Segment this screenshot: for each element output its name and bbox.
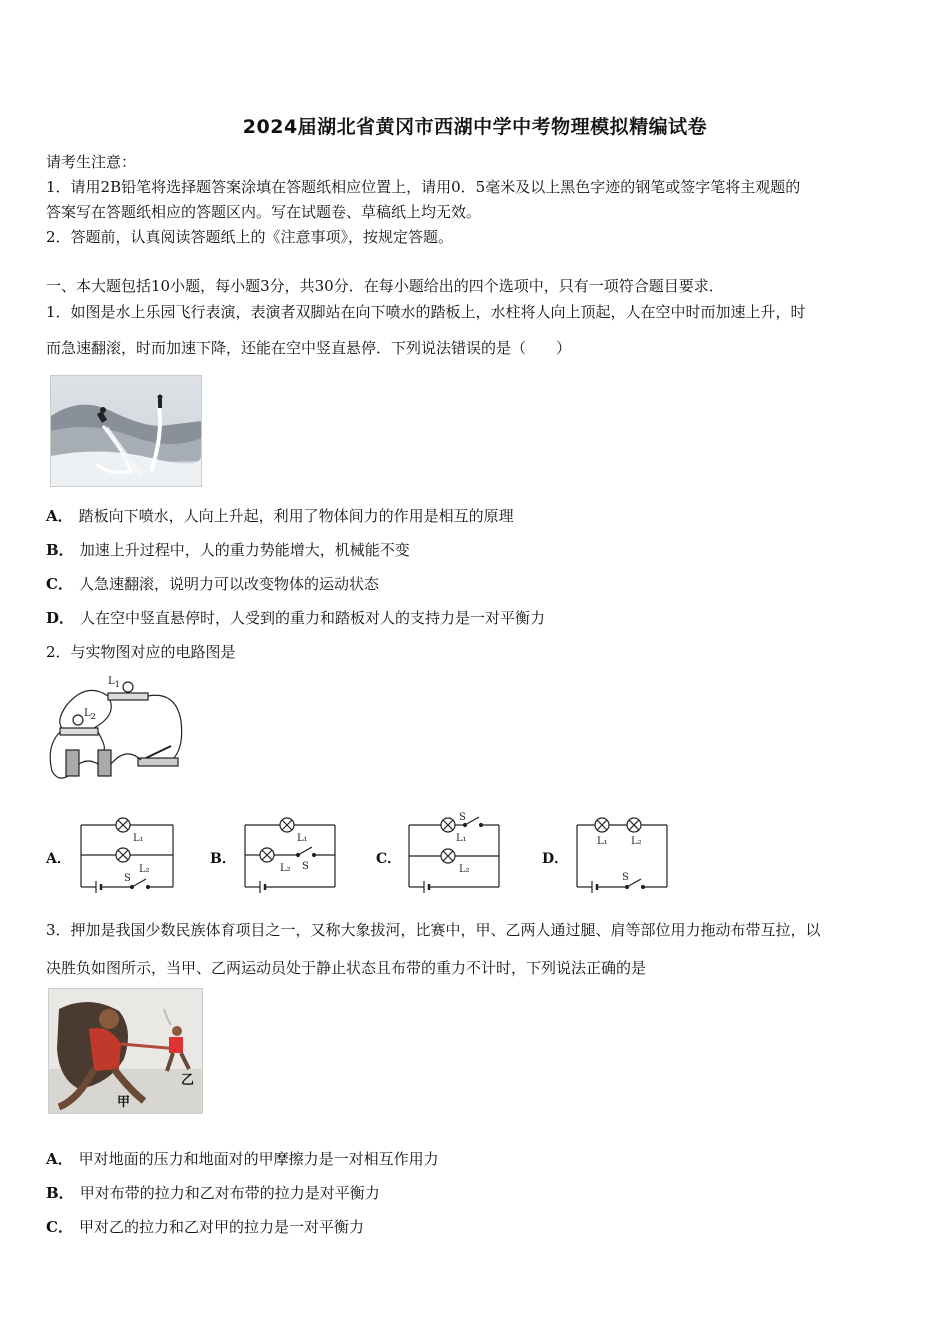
section-heading: 一、本大题包括10小题，每小题3分，共30分．在每小题给出的四个选项中，只有一项符合题目要求． [46,277,724,295]
q1-option-d[interactable]: D． 人在空中竖直悬停时，人受到的重力和踏板对人的支持力是一对平衡力 [46,609,546,627]
q2-stem: 2．与实物图对应的电路图是 [46,643,236,661]
svg-text:L₂: L₂ [631,836,642,847]
q2-option-d-letter: D． [542,851,569,867]
q3-photo-tug-of-war [48,988,203,1114]
q1-stem-line2: 而急速翻滚，时而加速下降，还能在空中竖直悬停．下列说法错误的是（ ） [46,339,572,357]
svg-text:S: S [459,812,466,823]
svg-text:S: S [124,873,131,884]
svg-text:L₁: L₁ [133,833,144,844]
q2-option-c[interactable] [376,812,516,895]
q1-option-b[interactable]: B． 加速上升过程中，人的重力势能增大，机械能不变 [46,541,410,559]
svg-text:S: S [302,861,309,872]
q3-stem-line2: 决胜负如图所示，当甲、乙两运动员处于静止状态且布带的重力不计时，下列说法正确的是 [46,959,647,977]
svg-text:L₁: L₁ [297,833,308,844]
q3-stem-line1: 3．押加是我国少数民族体育项目之一，又称大象拔河，比赛中，甲、乙两人通过腿、肩等部位用力拖动布带互拉，以 [46,921,821,939]
q1-option-a[interactable]: A． 踏板向下喷水，人向上升起，利用了物体间力的作用是相互的原理 [46,507,514,525]
notice-item-1-cont: 答案写在答题纸相应的答题区内。写在试题卷、草稿纸上均无效。 [46,203,482,221]
q3-option-a[interactable]: A． 甲对地面的压力和地面对的甲摩擦力是一对相互作用力 [46,1150,439,1168]
q2-option-d[interactable] [542,812,682,895]
notice-item-2: 2．答题前，认真阅读答题纸上的《注意事项》，按规定答题。 [46,228,454,246]
q2-option-c-letter: C． [376,851,402,867]
q3-option-c[interactable]: C． 甲对乙的拉力和乙对甲的拉力是一对平衡力 [46,1218,364,1236]
svg-text:L₁: L₁ [597,836,608,847]
svg-text:L₂: L₂ [280,863,291,874]
svg-text:L₂: L₂ [139,864,150,875]
q1-stem-line1: 1．如图是水上乐园飞行表演，表演者双脚站在向下喷水的踏板上，水柱将人向上顶起，人在空中时而加速上升，时 [46,303,806,321]
q2-option-a[interactable] [46,815,186,895]
photo-label-yi: 乙 [181,1073,195,1088]
fig-label-l2: $L_2$ [84,708,96,721]
q2-option-a-letter: A． [46,851,71,867]
notice-heading: 请考生注意： [46,153,137,171]
q2-option-b[interactable] [210,815,350,895]
photo-label-jia: 甲 [117,1095,131,1110]
svg-text:L₂: L₂ [459,864,470,875]
q1-option-c[interactable]: C． 人急速翻滚，说明力可以改变物体的运动状态 [46,575,379,593]
page-title: 2024届湖北省黄冈市西湖中学中考物理模拟精编试卷 [242,116,708,138]
svg-text:S: S [622,872,629,883]
svg-text:L₁: L₁ [456,833,467,844]
q2-physical-circuit-figure [46,676,191,786]
q3-option-b[interactable]: B． 甲对布带的拉力和乙对布带的拉力是对平衡力 [46,1184,380,1202]
fig-label-l1: $L_1$ [108,676,120,689]
q2-option-b-letter: B． [210,851,236,867]
notice-item-1: 1．请用2B铅笔将选择题答案涂填在答题纸相应位置上，请用0．5毫米及以上黑色字迹的钢笔或签字笔将主观题的 [46,178,801,196]
q1-photo-water-jetpack [50,375,202,487]
